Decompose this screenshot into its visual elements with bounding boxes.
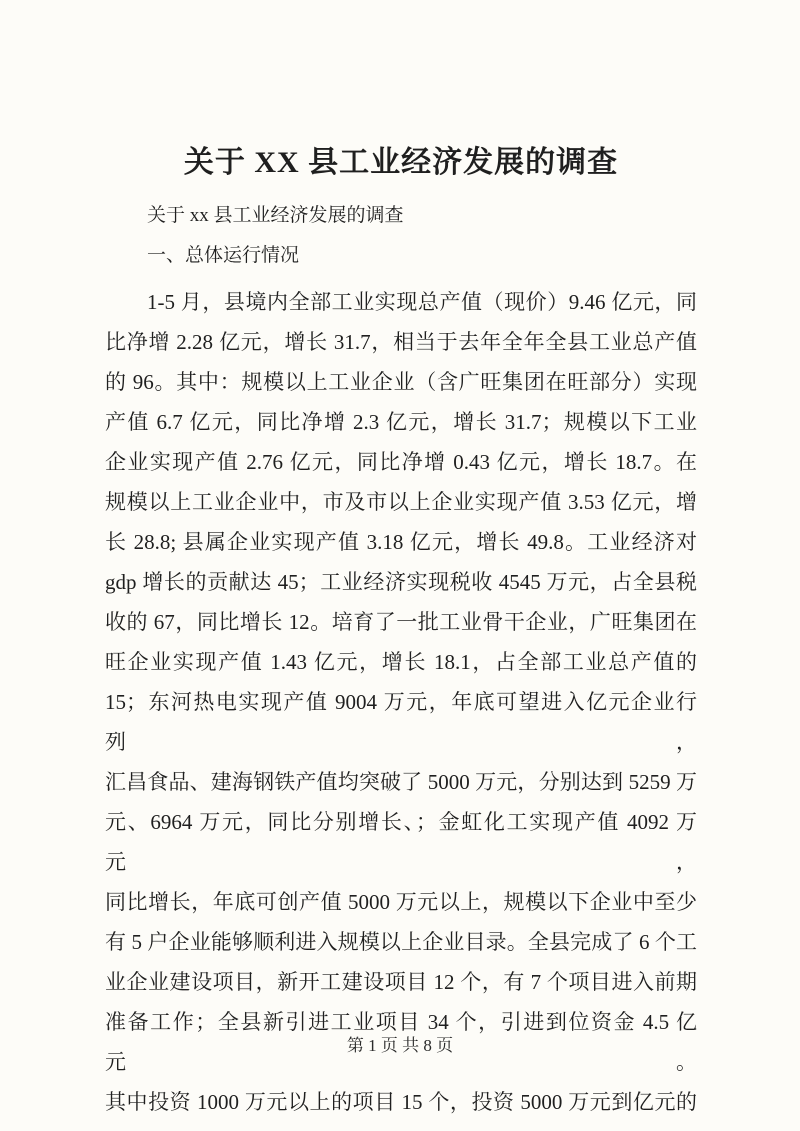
page-footer: 第 1 页 共 8 页 [346, 1036, 454, 1055]
body-text-line: 同比增长，年底可创产值 5000 万元以上，规模以下企业中至少 [105, 890, 697, 914]
document-subtitle: 关于 xx 县工业经济发展的调查 [147, 205, 404, 226]
body-paragraph [105, 282, 697, 1122]
body-text-line: 准备工作；全县新引进工业项目 34 个，引进到位资金 4.5 亿元。 [105, 1010, 697, 1074]
body-text-line: 产值 6.7 亿元，同比净增 2.3 亿元，增长 31.7；规模以下工业 [105, 410, 697, 434]
section-heading: 一、总体运行情况 [147, 245, 300, 266]
body-text-line: 有 5 户企业能够顺利进入规模以上企业目录。全县完成了 6 个工 [105, 930, 697, 954]
body-text-line: 旺企业实现产值 1.43 亿元，增长 18.1，占全部工业总产值的 [105, 650, 697, 674]
body-text-line: 收的 67，同比增长 12。培育了一批工业骨干企业，广旺集团在 [105, 610, 697, 634]
body-text-line: 长 28.8; 县属企业实现产值 3.18 亿元，增长 49.8。工业经济对 [105, 530, 697, 554]
body-text-line: 比净增 2.28 亿元，增长 31.7，相当于去年全年全县工业总产值 [105, 330, 697, 354]
body-text-line: 汇昌食品、建海钢铁产值均突破了 5000 万元，分别达到 5259 万 [105, 770, 697, 794]
body-text-line: 1-5 月，县境内全部工业实现总产值（现价）9.46 亿元，同 [147, 290, 697, 314]
body-text-line: gdp 增长的贡献达 45；工业经济实现税收 4545 万元，占全县税 [105, 570, 697, 594]
body-text-line: 业企业建设项目，新开工建设项目 12 个，有 7 个项目进入前期 [105, 970, 697, 994]
body-text-line: 其中投资 1000 万元以上的项目 15 个，投资 5000 万元到亿元的 [105, 1090, 697, 1114]
document-title: 关于 XX 县工业经济发展的调查 [183, 146, 619, 179]
body-text-line: 规模以上工业企业中，市及市以上企业实现产值 3.53 亿元，增 [105, 490, 697, 514]
body-text-line: 元、6964 万元，同比分别增长、；金虹化工实现产值 4092 万元， [105, 810, 697, 874]
body-text-line: 企业实现产值 2.76 亿元，同比净增 0.43 亿元，增长 18.7。在 [105, 450, 697, 474]
body-text-line: 15；东河热电实现产值 9004 万元，年底可望进入亿元企业行列， [105, 690, 697, 754]
body-text-line: 的 96。其中：规模以上工业企业（含广旺集团在旺部分）实现 [105, 370, 697, 394]
document-content [105, 140, 697, 1122]
